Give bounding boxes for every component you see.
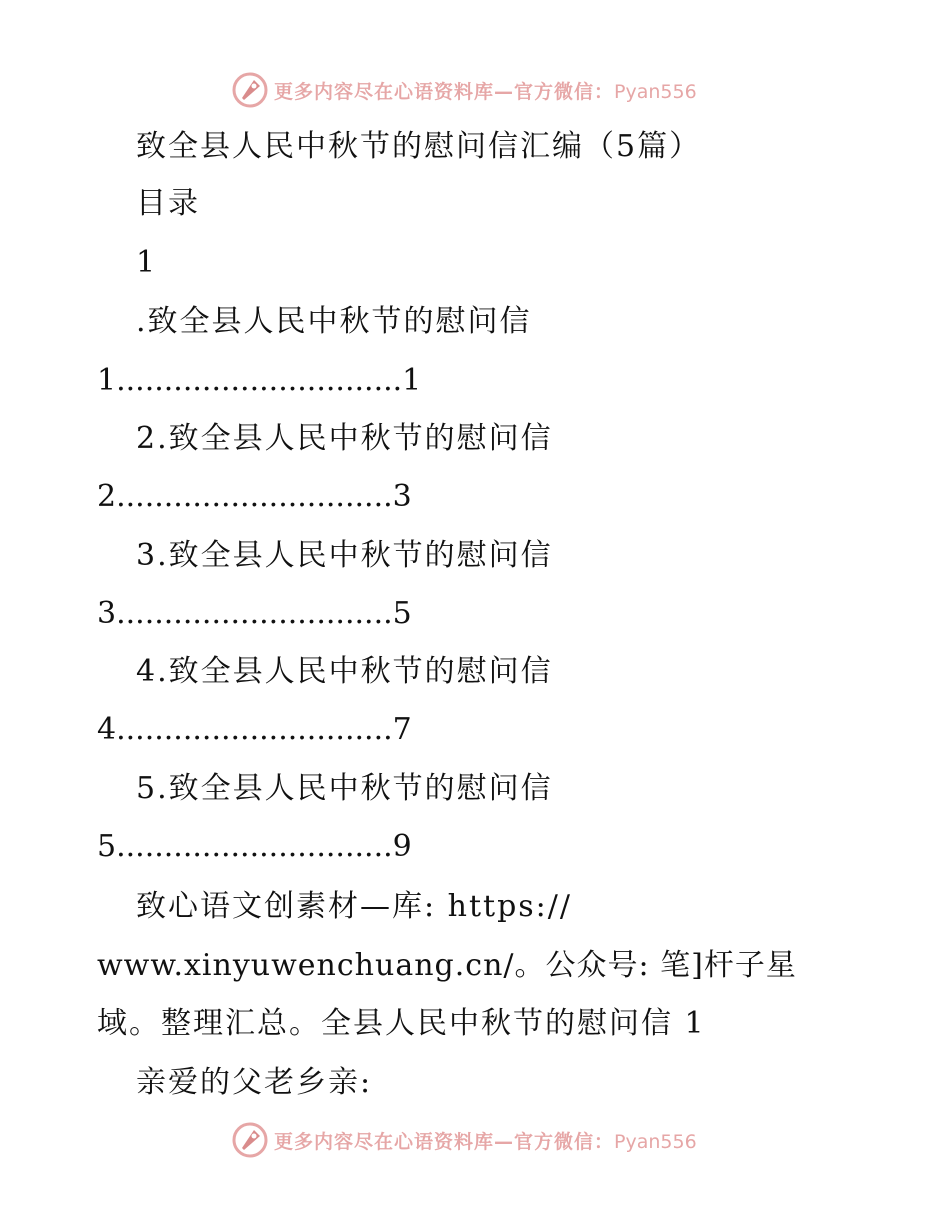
footer-watermark xyxy=(232,1120,697,1160)
toc-item-leader: 2.............................3 xyxy=(97,479,412,514)
toc-item-title: 5.致全县人民中秋节的慰问信 xyxy=(136,771,553,806)
toc-item-leader: 5.............................9 xyxy=(97,829,412,864)
header-watermark xyxy=(232,70,697,110)
toc-item-leader: 3.............................5 xyxy=(97,596,412,631)
watermark-text: 更多内容尽在心语资料库—官方微信：Pyan556 xyxy=(274,1130,697,1153)
toc-item-title: .致全县人民中秋节的慰问信 xyxy=(136,304,532,339)
salutation: 亲爱的父老乡亲: xyxy=(136,1065,373,1100)
watermark-handle: Pyan556 xyxy=(614,1130,697,1153)
toc-heading: 目录 xyxy=(136,186,200,221)
body-line: 域。整理汇总。全县人民中秋节的慰问信 1 xyxy=(97,1006,706,1041)
toc-item-title: 3.致全县人民中秋节的慰问信 xyxy=(136,538,553,573)
toc-item-title: 4.致全县人民中秋节的慰问信 xyxy=(136,654,553,689)
document-title: 致全县人民中秋节的慰问信汇编（5篇） xyxy=(136,129,702,164)
watermark-text: 更多内容尽在心语资料库—官方微信：Pyan556 xyxy=(274,80,697,103)
watermark-handle: Pyan556 xyxy=(614,80,697,103)
body-line: www.xinyuwenchuang.cn/。公众号: 笔]杆子星 xyxy=(97,948,797,983)
body-line: 致心语文创素材—库: https:// xyxy=(136,889,572,924)
toc-item-title: 2.致全县人民中秋节的慰问信 xyxy=(136,421,553,456)
toc-item-leader: 4.............................7 xyxy=(97,712,412,747)
toc-prefix-number: 1 xyxy=(136,245,158,280)
pen-nib-logo-icon xyxy=(232,72,268,108)
pen-nib-logo-icon xyxy=(232,1122,268,1158)
toc-item-leader: 1..............................1 xyxy=(97,363,422,398)
